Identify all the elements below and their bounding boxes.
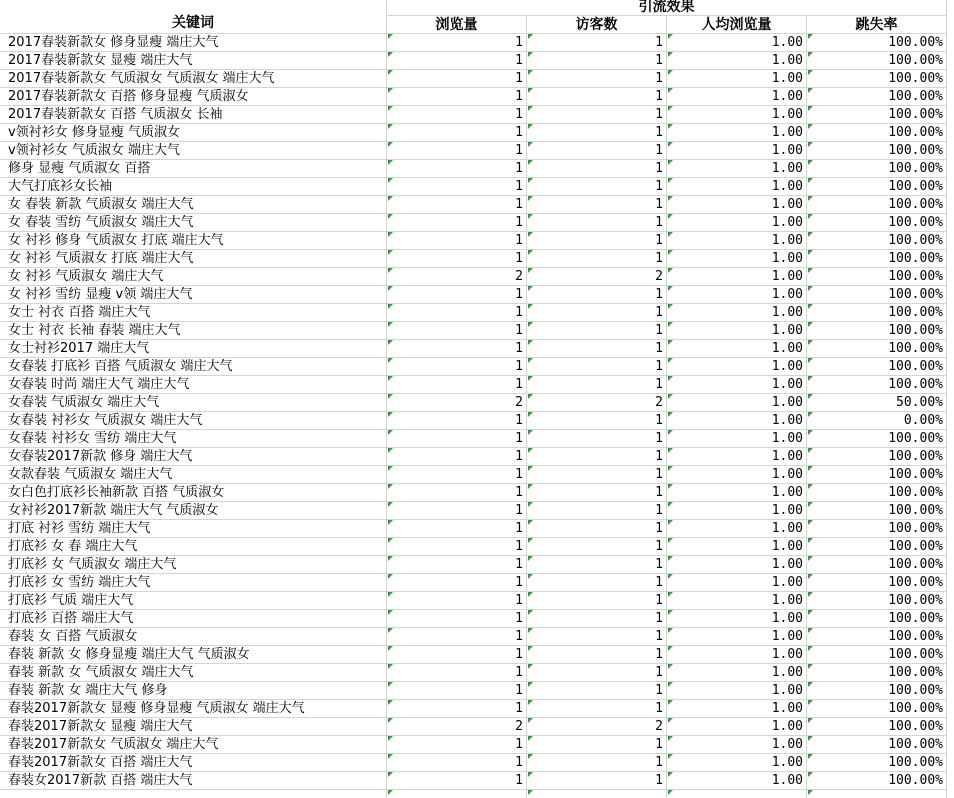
avg-views-cell[interactable]: 1.00 <box>667 160 807 178</box>
table-row <box>0 430 954 448</box>
bounce-rate-cell[interactable]: 100.00% <box>807 664 947 682</box>
visitors-cell[interactable]: 1 <box>527 232 667 250</box>
visitors-cell[interactable]: 1 <box>527 754 667 772</box>
bounce-rate-cell[interactable]: 100.00% <box>807 520 947 538</box>
visitors-cell[interactable]: 1 <box>527 178 667 196</box>
table-body <box>0 34 954 798</box>
table-row <box>0 340 954 358</box>
views-cell[interactable]: 1 <box>387 178 527 196</box>
bounce-rate-cell[interactable]: 0.00% <box>807 412 947 430</box>
views-cell[interactable]: 1 <box>387 754 527 772</box>
visitors-cell[interactable]: 1 <box>527 412 667 430</box>
keyword-cell[interactable]: 春装 新款 女 端庄大气 修身 <box>0 682 387 700</box>
table-row <box>0 700 954 718</box>
avg-views-cell[interactable]: 1.00 <box>667 754 807 772</box>
keyword-cell[interactable]: 2017春装新款女 百搭 气质淑女 长袖 <box>0 106 387 124</box>
keyword-cell[interactable]: 女 衬衫 修身 气质淑女 打底 端庄大气 <box>0 232 387 250</box>
visitors-cell[interactable]: 1 <box>527 556 667 574</box>
visitors-cell[interactable]: 1 <box>527 214 667 232</box>
table-row <box>0 232 954 250</box>
visitors-cell[interactable]: 1 <box>527 574 667 592</box>
avg-views-cell[interactable]: 1.00 <box>667 322 807 340</box>
bounce-rate-cell[interactable]: 100.00% <box>807 268 947 286</box>
bounce-rate-cell[interactable]: 100.00% <box>807 286 947 304</box>
header-views[interactable]: 浏览量 <box>387 16 527 34</box>
table-row <box>0 502 954 520</box>
keyword-cell[interactable]: 春装女2017新款 百搭 端庄大气 <box>0 772 387 790</box>
header-group-traffic[interactable]: 引流效果 <box>387 0 947 16</box>
bounce-rate-cell[interactable]: 100.00% <box>807 34 947 52</box>
keyword-cell[interactable]: 女春装 衬衫女 气质淑女 端庄大气 <box>0 412 387 430</box>
avg-views-cell[interactable]: 1.00 <box>667 250 807 268</box>
keyword-cell[interactable]: 女 衬衫 雪纺 显瘦 v领 端庄大气 <box>0 286 387 304</box>
keyword-cell[interactable]: 春装2017新款女 百搭 端庄大气 <box>0 754 387 772</box>
keyword-cell[interactable]: 女士衬衫2017 端庄大气 <box>0 340 387 358</box>
bounce-rate-cell[interactable]: 100.00% <box>807 448 947 466</box>
avg-views-cell[interactable]: 1.00 <box>667 646 807 664</box>
avg-views-cell[interactable]: 1.00 <box>667 736 807 754</box>
bounce-rate-cell[interactable]: 100.00% <box>807 574 947 592</box>
keyword-cell[interactable]: 女 春装 新款 气质淑女 端庄大气 <box>0 196 387 214</box>
keyword-cell[interactable]: 女春装 气质淑女 端庄大气 <box>0 394 387 412</box>
visitors-cell[interactable]: 2 <box>527 394 667 412</box>
table-row <box>0 52 954 70</box>
bounce-rate-cell[interactable]: 100.00% <box>807 322 947 340</box>
header-bounce-rate[interactable]: 跳失率 <box>807 16 947 34</box>
keyword-cell[interactable]: 女 春装 雪纺 气质淑女 端庄大气 <box>0 214 387 232</box>
keyword-cell[interactable]: v领衬衫女 修身显瘦 气质淑女 <box>0 124 387 142</box>
bounce-rate-cell[interactable]: 100.00% <box>807 358 947 376</box>
visitors-cell[interactable]: 1 <box>527 106 667 124</box>
keyword-cell[interactable]: 女春装2017新款 修身 端庄大气 <box>0 448 387 466</box>
visitors-cell[interactable]: 1 <box>527 682 667 700</box>
bounce-rate-cell[interactable]: 100.00% <box>807 142 947 160</box>
table-row <box>0 196 954 214</box>
visitors-cell[interactable]: 1 <box>527 52 667 70</box>
views-cell[interactable]: 1 <box>387 448 527 466</box>
avg-views-cell[interactable]: 1.00 <box>667 664 807 682</box>
header-visitors[interactable]: 访客数 <box>527 16 667 34</box>
keyword-cell[interactable]: 打底衫 百搭 端庄大气 <box>0 610 387 628</box>
avg-views-cell[interactable]: 1.00 <box>667 268 807 286</box>
empty-cell[interactable] <box>387 790 527 798</box>
bounce-rate-cell[interactable]: 100.00% <box>807 304 947 322</box>
header-keyword[interactable]: 关键词 <box>0 0 387 34</box>
bounce-rate-cell[interactable]: 50.00% <box>807 394 947 412</box>
bounce-rate-cell[interactable]: 100.00% <box>807 592 947 610</box>
table-header <box>0 0 954 34</box>
table-row <box>0 556 954 574</box>
visitors-cell[interactable]: 1 <box>527 34 667 52</box>
views-cell[interactable]: 1 <box>387 124 527 142</box>
views-cell[interactable]: 2 <box>387 718 527 736</box>
avg-views-cell[interactable]: 1.00 <box>667 394 807 412</box>
table-row <box>0 160 954 178</box>
bounce-rate-cell[interactable]: 100.00% <box>807 340 947 358</box>
bounce-rate-cell[interactable]: 100.00% <box>807 646 947 664</box>
views-cell[interactable]: 1 <box>387 466 527 484</box>
bounce-rate-cell[interactable]: 100.00% <box>807 610 947 628</box>
visitors-cell[interactable]: 1 <box>527 700 667 718</box>
bounce-rate-cell[interactable]: 100.00% <box>807 160 947 178</box>
visitors-cell[interactable]: 1 <box>527 430 667 448</box>
bounce-rate-cell[interactable]: 100.00% <box>807 466 947 484</box>
views-cell[interactable]: 1 <box>387 646 527 664</box>
avg-views-cell[interactable]: 1.00 <box>667 700 807 718</box>
visitors-cell[interactable]: 1 <box>527 322 667 340</box>
bounce-rate-cell[interactable]: 100.00% <box>807 232 947 250</box>
table-row <box>0 304 954 322</box>
views-cell[interactable]: 1 <box>387 538 527 556</box>
keyword-cell[interactable]: 女白色打底衫长袖新款 百搭 气质淑女 <box>0 484 387 502</box>
views-cell[interactable]: 1 <box>387 412 527 430</box>
avg-views-cell[interactable]: 1.00 <box>667 70 807 88</box>
table-row <box>0 106 954 124</box>
keyword-cell[interactable]: 女 衬衫 气质淑女 打底 端庄大气 <box>0 250 387 268</box>
bounce-rate-cell[interactable]: 100.00% <box>807 682 947 700</box>
avg-views-cell[interactable]: 1.00 <box>667 502 807 520</box>
views-cell[interactable]: 1 <box>387 520 527 538</box>
keyword-cell[interactable]: 春装 新款 女 气质淑女 端庄大气 <box>0 664 387 682</box>
visitors-cell[interactable]: 1 <box>527 304 667 322</box>
avg-views-cell[interactable]: 1.00 <box>667 376 807 394</box>
table-row <box>0 574 954 592</box>
table-row <box>0 448 954 466</box>
avg-views-cell[interactable]: 1.00 <box>667 106 807 124</box>
views-cell[interactable]: 1 <box>387 664 527 682</box>
bounce-rate-cell[interactable]: 100.00% <box>807 718 947 736</box>
visitors-cell[interactable]: 1 <box>527 142 667 160</box>
table-row <box>0 178 954 196</box>
table-row <box>0 322 954 340</box>
keyword-cell[interactable]: 女春装 打底衫 百搭 气质淑女 端庄大气 <box>0 358 387 376</box>
avg-views-cell[interactable]: 1.00 <box>667 628 807 646</box>
views-cell[interactable]: 1 <box>387 502 527 520</box>
bounce-rate-cell[interactable]: 100.00% <box>807 700 947 718</box>
avg-views-cell[interactable]: 1.00 <box>667 574 807 592</box>
visitors-cell[interactable]: 1 <box>527 376 667 394</box>
avg-views-cell[interactable]: 1.00 <box>667 592 807 610</box>
visitors-cell[interactable]: 1 <box>527 628 667 646</box>
views-cell[interactable]: 1 <box>387 700 527 718</box>
bounce-rate-cell[interactable]: 100.00% <box>807 124 947 142</box>
avg-views-cell[interactable]: 1.00 <box>667 340 807 358</box>
bounce-rate-cell[interactable]: 100.00% <box>807 736 947 754</box>
keyword-cell[interactable]: 女 衬衫 气质淑女 端庄大气 <box>0 268 387 286</box>
bounce-rate-cell[interactable]: 100.00% <box>807 556 947 574</box>
visitors-cell[interactable]: 1 <box>527 736 667 754</box>
empty-cell[interactable] <box>667 790 807 798</box>
views-cell[interactable]: 2 <box>387 394 527 412</box>
avg-views-cell[interactable]: 1.00 <box>667 682 807 700</box>
keyword-cell[interactable]: 打底衫 女 春 端庄大气 <box>0 538 387 556</box>
views-cell[interactable]: 1 <box>387 160 527 178</box>
bounce-rate-cell[interactable]: 100.00% <box>807 106 947 124</box>
keyword-cell[interactable]: 春装 女 百搭 气质淑女 <box>0 628 387 646</box>
table-row <box>0 214 954 232</box>
keyword-cell[interactable]: 女士 衬衣 百搭 端庄大气 <box>0 304 387 322</box>
keyword-cell[interactable]: 春装 新款 女 修身显瘦 端庄大气 气质淑女 <box>0 646 387 664</box>
table-row <box>0 772 954 790</box>
table-row <box>0 592 954 610</box>
visitors-cell[interactable]: 1 <box>527 502 667 520</box>
table-row <box>0 142 954 160</box>
views-cell[interactable]: 1 <box>387 628 527 646</box>
views-cell[interactable]: 1 <box>387 322 527 340</box>
table-row <box>0 718 954 736</box>
visitors-cell[interactable]: 1 <box>527 196 667 214</box>
keyword-cell[interactable]: 春装2017新款女 显瘦 端庄大气 <box>0 718 387 736</box>
visitors-cell[interactable]: 2 <box>527 718 667 736</box>
views-cell[interactable]: 1 <box>387 214 527 232</box>
avg-views-cell[interactable]: 1.00 <box>667 88 807 106</box>
visitors-cell[interactable]: 1 <box>527 160 667 178</box>
avg-views-cell[interactable]: 1.00 <box>667 538 807 556</box>
keyword-cell[interactable]: 女春装 时尚 端庄大气 端庄大气 <box>0 376 387 394</box>
views-cell[interactable]: 1 <box>387 232 527 250</box>
views-cell[interactable]: 1 <box>387 682 527 700</box>
views-cell[interactable]: 1 <box>387 574 527 592</box>
bounce-rate-cell[interactable]: 100.00% <box>807 376 947 394</box>
visitors-cell[interactable]: 1 <box>527 70 667 88</box>
views-cell[interactable]: 1 <box>387 484 527 502</box>
views-cell[interactable]: 1 <box>387 70 527 88</box>
keyword-cell[interactable]: 打底 衬衫 雪纺 端庄大气 <box>0 520 387 538</box>
visitors-cell[interactable]: 1 <box>527 538 667 556</box>
avg-views-cell[interactable]: 1.00 <box>667 196 807 214</box>
avg-views-cell[interactable]: 1.00 <box>667 124 807 142</box>
views-cell[interactable]: 1 <box>387 34 527 52</box>
keyword-cell[interactable]: 春装2017新款女 显瘦 修身显瘦 气质淑女 端庄大气 <box>0 700 387 718</box>
keyword-cell[interactable]: 女款春装 气质淑女 端庄大气 <box>0 466 387 484</box>
visitors-cell[interactable]: 1 <box>527 448 667 466</box>
avg-views-cell[interactable]: 1.00 <box>667 718 807 736</box>
views-cell[interactable]: 1 <box>387 610 527 628</box>
avg-views-cell[interactable]: 1.00 <box>667 304 807 322</box>
visitors-cell[interactable]: 2 <box>527 268 667 286</box>
table-row <box>0 34 954 52</box>
bounce-rate-cell[interactable]: 100.00% <box>807 214 947 232</box>
table-row <box>0 520 954 538</box>
visitors-cell[interactable]: 1 <box>527 646 667 664</box>
avg-views-cell[interactable]: 1.00 <box>667 52 807 70</box>
visitors-cell[interactable]: 1 <box>527 250 667 268</box>
bounce-rate-cell[interactable]: 100.00% <box>807 754 947 772</box>
avg-views-cell[interactable]: 1.00 <box>667 232 807 250</box>
views-cell[interactable]: 1 <box>387 250 527 268</box>
table-row <box>0 484 954 502</box>
bounce-rate-cell[interactable]: 100.00% <box>807 250 947 268</box>
visitors-cell[interactable]: 1 <box>527 124 667 142</box>
avg-views-cell[interactable]: 1.00 <box>667 610 807 628</box>
visitors-cell[interactable]: 1 <box>527 520 667 538</box>
empty-cell[interactable] <box>807 790 947 798</box>
views-cell[interactable]: 1 <box>387 592 527 610</box>
views-cell[interactable]: 1 <box>387 358 527 376</box>
table-row <box>0 286 954 304</box>
avg-views-cell[interactable]: 1.00 <box>667 178 807 196</box>
table-row <box>0 538 954 556</box>
keyword-cell[interactable]: 2017春装新款女 显瘦 端庄大气 <box>0 52 387 70</box>
bounce-rate-cell[interactable]: 100.00% <box>807 178 947 196</box>
keyword-cell[interactable]: 春装2017新款女 气质淑女 端庄大气 <box>0 736 387 754</box>
keyword-cell[interactable]: 女春装 衬衫女 雪纺 端庄大气 <box>0 430 387 448</box>
empty-cell[interactable] <box>0 790 387 798</box>
keyword-cell[interactable]: 打底衫 女 雪纺 端庄大气 <box>0 574 387 592</box>
bounce-rate-cell[interactable]: 100.00% <box>807 772 947 790</box>
visitors-cell[interactable]: 1 <box>527 88 667 106</box>
bounce-rate-cell[interactable]: 100.00% <box>807 502 947 520</box>
keyword-cell[interactable]: 大气打底衫女长袖 <box>0 178 387 196</box>
table-row <box>0 628 954 646</box>
table-row <box>0 754 954 772</box>
visitors-cell[interactable]: 1 <box>527 358 667 376</box>
table-row <box>0 610 954 628</box>
visitors-cell[interactable]: 1 <box>527 772 667 790</box>
visitors-cell[interactable]: 1 <box>527 592 667 610</box>
views-cell[interactable]: 1 <box>387 340 527 358</box>
avg-views-cell[interactable]: 1.00 <box>667 286 807 304</box>
visitors-cell[interactable]: 1 <box>527 286 667 304</box>
views-cell[interactable]: 1 <box>387 196 527 214</box>
views-cell[interactable]: 1 <box>387 142 527 160</box>
keyword-cell[interactable]: 2017春装新款女 百搭 修身显瘦 气质淑女 <box>0 88 387 106</box>
keyword-cell[interactable]: 修身 显瘦 气质淑女 百搭 <box>0 160 387 178</box>
table-row <box>0 358 954 376</box>
views-cell[interactable]: 1 <box>387 556 527 574</box>
views-cell[interactable]: 1 <box>387 736 527 754</box>
views-cell[interactable]: 1 <box>387 772 527 790</box>
views-cell[interactable]: 1 <box>387 52 527 70</box>
views-cell[interactable]: 1 <box>387 376 527 394</box>
avg-views-cell[interactable]: 1.00 <box>667 430 807 448</box>
table-row <box>0 124 954 142</box>
avg-views-cell[interactable]: 1.00 <box>667 484 807 502</box>
table-row <box>0 646 954 664</box>
visitors-cell[interactable]: 1 <box>527 664 667 682</box>
avg-views-cell[interactable]: 1.00 <box>667 214 807 232</box>
header-avg-views[interactable]: 人均浏览量 <box>667 16 807 34</box>
keyword-cell[interactable]: 打底衫 气质 端庄大气 <box>0 592 387 610</box>
views-cell[interactable]: 1 <box>387 106 527 124</box>
table-row <box>0 412 954 430</box>
avg-views-cell[interactable]: 1.00 <box>667 772 807 790</box>
bounce-rate-cell[interactable]: 100.00% <box>807 538 947 556</box>
table-row <box>0 88 954 106</box>
avg-views-cell[interactable]: 1.00 <box>667 448 807 466</box>
table-row <box>0 790 954 798</box>
bounce-rate-cell[interactable]: 100.00% <box>807 88 947 106</box>
visitors-cell[interactable]: 1 <box>527 484 667 502</box>
avg-views-cell[interactable]: 1.00 <box>667 142 807 160</box>
keyword-cell[interactable]: 2017春装新款女 气质淑女 气质淑女 端庄大气 <box>0 70 387 88</box>
avg-views-cell[interactable]: 1.00 <box>667 520 807 538</box>
views-cell[interactable]: 1 <box>387 286 527 304</box>
avg-views-cell[interactable]: 1.00 <box>667 358 807 376</box>
table-row <box>0 70 954 88</box>
bounce-rate-cell[interactable]: 100.00% <box>807 52 947 70</box>
table-row <box>0 394 954 412</box>
table-row <box>0 268 954 286</box>
table-row <box>0 682 954 700</box>
visitors-cell[interactable]: 1 <box>527 610 667 628</box>
avg-views-cell[interactable]: 1.00 <box>667 412 807 430</box>
bounce-rate-cell[interactable]: 100.00% <box>807 196 947 214</box>
views-cell[interactable]: 1 <box>387 88 527 106</box>
keyword-cell[interactable]: 女士 衬衣 长袖 春装 端庄大气 <box>0 322 387 340</box>
views-cell[interactable]: 2 <box>387 268 527 286</box>
keyword-cell[interactable]: 女衬衫2017新款 端庄大气 气质淑女 <box>0 502 387 520</box>
keyword-cell[interactable]: 2017春装新款女 修身显瘦 端庄大气 <box>0 34 387 52</box>
keyword-cell[interactable]: v领衬衫女 气质淑女 端庄大气 <box>0 142 387 160</box>
avg-views-cell[interactable]: 1.00 <box>667 556 807 574</box>
avg-views-cell[interactable]: 1.00 <box>667 466 807 484</box>
table-row <box>0 376 954 394</box>
bounce-rate-cell[interactable]: 100.00% <box>807 70 947 88</box>
table-row <box>0 664 954 682</box>
table-row <box>0 736 954 754</box>
empty-cell[interactable] <box>527 790 667 798</box>
bounce-rate-cell[interactable]: 100.00% <box>807 628 947 646</box>
visitors-cell[interactable]: 1 <box>527 466 667 484</box>
visitors-cell[interactable]: 1 <box>527 340 667 358</box>
views-cell[interactable]: 1 <box>387 430 527 448</box>
avg-views-cell[interactable]: 1.00 <box>667 34 807 52</box>
keyword-cell[interactable]: 打底衫 女 气质淑女 端庄大气 <box>0 556 387 574</box>
bounce-rate-cell[interactable]: 100.00% <box>807 430 947 448</box>
bounce-rate-cell[interactable]: 100.00% <box>807 484 947 502</box>
table-row <box>0 466 954 484</box>
views-cell[interactable]: 1 <box>387 304 527 322</box>
table-row <box>0 250 954 268</box>
